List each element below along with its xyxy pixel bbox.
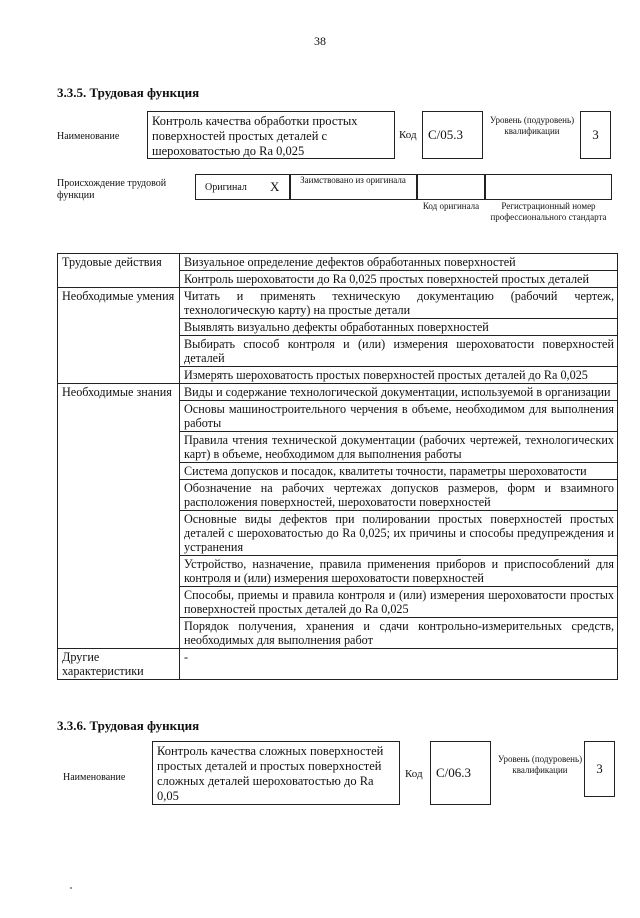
- row-category: Необходимые знания: [58, 384, 180, 649]
- reg-number-cell: [485, 174, 612, 200]
- function-name-box-2: Контроль качества сложных поверхностей простых деталей и простых поверхностей сложных деталей шероховатостью до Ra 0,05: [152, 741, 400, 805]
- row-category: Трудовые действия: [58, 254, 180, 288]
- row-text: Порядок получения, хранения и сдачи контрольно-измерительных средств, необходимых для выполнения работ: [180, 618, 618, 649]
- row-text: Читать и применять техническую документацию (рабочий чертеж, технологическую карту) на простые детали: [180, 288, 618, 319]
- function-name-box: Контроль качества обработки простых поверхностей простых деталей с шероховатостью до Ra 0,025: [147, 111, 395, 159]
- code-original-cell: [417, 174, 485, 200]
- reg-number-label: Регистрационный номер профессионального стандарта: [490, 201, 607, 222]
- table-row: [58, 288, 618, 319]
- row-text: Устройство, назначение, правила применения приборов и приспособлений для контроля и (или) измерения шероховатости поверхностей: [180, 556, 618, 587]
- row-text: Измерять шероховатость простых поверхностей простых деталей до Ra 0,025: [180, 367, 618, 384]
- row-text: Контроль шероховатости до Ra 0,025 простых поверхностей простых деталей: [180, 271, 618, 288]
- row-text: Виды и содержание технологической документации, используемой в организации: [180, 384, 618, 401]
- row-text: Система допусков и посадок, квалитеты точности, параметры шероховатости: [180, 463, 618, 480]
- table-row: [58, 254, 618, 271]
- row-text: Способы, приемы и правила контроля и (или) измерения шероховатости простых поверхностей простых деталей до Ra 0,025: [180, 587, 618, 618]
- table-row: [58, 649, 618, 680]
- level-label: Уровень (подуровень) квалификации: [489, 115, 575, 136]
- code-label-2: Код: [405, 768, 423, 780]
- row-category: Другие характеристики: [58, 649, 180, 680]
- origin-label: Происхождение трудовой функции: [57, 178, 167, 201]
- row-category: Необходимые умения: [58, 288, 180, 384]
- row-text: Обозначение на рабочих чертежах допусков размеров, форм и взаимного расположения поверхностей, шероховатости поверхностей: [180, 480, 618, 511]
- original-label: Оригинал: [205, 182, 247, 193]
- row-text: Выявлять визуально дефекты обработанных поверхностей: [180, 319, 618, 336]
- code-label: Код: [399, 129, 417, 141]
- original-mark: X: [270, 179, 280, 194]
- code-original-label: Код оригинала: [422, 201, 480, 211]
- name-label: Наименование: [57, 131, 120, 142]
- scan-speck: [70, 887, 72, 889]
- borrowed-label: Заимствовано из оригинала: [300, 175, 406, 185]
- name-label-2: Наименование: [63, 772, 126, 783]
- level-box: 3: [580, 111, 611, 159]
- level-label-2: Уровень (подуровень) квалификации: [497, 754, 583, 775]
- row-text: Выбирать способ контроля и (или) измерения шероховатости поверхностей деталей: [180, 336, 618, 367]
- level-box-2: 3: [584, 741, 615, 797]
- function-code-box-2: С/06.3: [430, 741, 491, 805]
- row-text: Основные виды дефектов при полировании простых поверхностей простых деталей с шероховатостью до Ra 0,025; их причины и способы предупреждения и устранения: [180, 511, 618, 556]
- row-text: Правила чтения технической документации (рабочих чертежей, технологических карт) в объеме, необходимом для выполнения работы: [180, 432, 618, 463]
- section-title-3-3-6: 3.3.6. Трудовая функция: [57, 718, 200, 733]
- table-row: [58, 384, 618, 401]
- row-text: -: [180, 649, 618, 680]
- row-text: Основы машиностроительного черчения в объеме, необходимом для выполнения работы: [180, 401, 618, 432]
- row-text: Визуальное определение дефектов обработанных поверхностей: [180, 254, 618, 271]
- function-code-box: С/05.3: [422, 111, 483, 159]
- section-title-3-3-5: 3.3.5. Трудовая функция: [57, 85, 200, 100]
- function-details-table: [57, 253, 618, 680]
- page-number: 38: [314, 34, 326, 48]
